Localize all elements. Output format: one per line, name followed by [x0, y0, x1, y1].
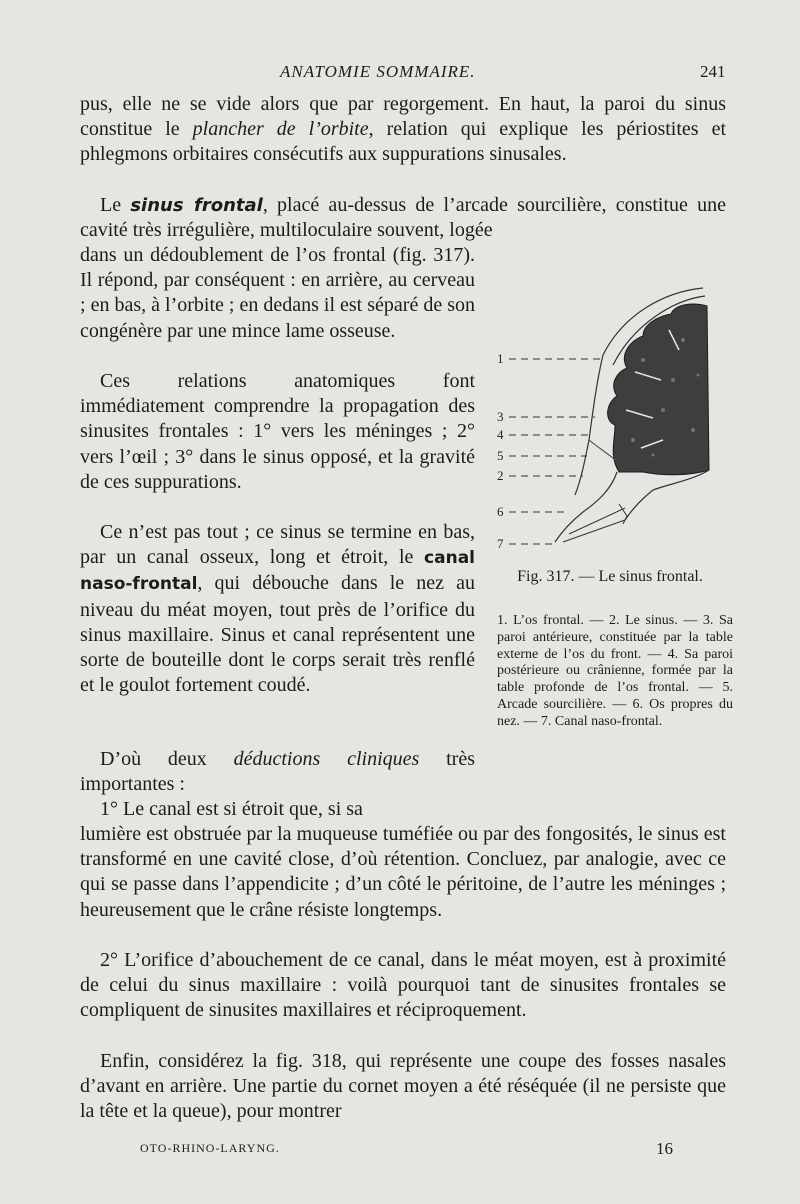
- footer-sheet-number: 16: [656, 1139, 673, 1158]
- fig-label-6: 6: [497, 504, 504, 519]
- figure-317-frontal-sinus: [493, 280, 733, 560]
- paragraph-4: Ce n’est pas tout ; ce sinus se termine en bas, par un canal osseux, long et étroit, le canal naso-frontal, qui débouche dans le nez au niveau du méat moyen, tout près de l’orifice du sinus maxillaire. Sinus et canal représentent une sorte de bouteille dont le corps serait très renflé et le goulot fortement coudé.: [80, 521, 475, 697]
- footer-signature: OTO-RHINO-LARYNG.: [140, 1141, 280, 1155]
- fig-label-2: 2: [497, 468, 504, 483]
- paragraph-5: D’où deux déductions cliniques très importantes :: [80, 748, 476, 796]
- paragraph-8: Enfin, considérez la fig. 318, qui représente une coupe des fosses nasales d’avant en arrière. Une partie du cornet moyen a été réséquée (il ne persiste que la tête et la queue), pour montrer: [80, 1050, 726, 1123]
- paragraph-1: pus, elle ne se vide alors que par regorgement. En haut, la paroi du sinus constitue le plancher de l’orbite, relation qui explique les périostites et phlegmons orbitaires consécutifs aux suppurations sinusales.: [80, 93, 726, 166]
- page-number: 241: [700, 62, 726, 81]
- running-title: ANATOMIE SOMMAIRE.: [280, 62, 476, 81]
- paragraph-3: Ces relations anatomiques font immédiatement comprendre la propagation des sinusites frontales : 1° vers les méninges ; 2° vers l’œil ; 3° dans le sinus opposé, et la gravité de ces suppurations.: [80, 370, 475, 493]
- paragraph-7: 2° L’orifice d’abouchement de ce canal, dans le méat moyen, est à proximité de celui du sinus maxillaire : voilà pourquoi tant de sinusites frontales se compliquent de sinusites maxillaires et réciproquement.: [80, 949, 726, 1022]
- term-canal-naso-frontal: canal naso-frontal: [80, 548, 475, 595]
- fig-label-3: 3: [497, 409, 504, 424]
- term-sinus-frontal: sinus frontal: [130, 195, 263, 216]
- paragraph-6-cont: lumière est obstruée par la muqueuse tuméfiée ou par des fongosités, le sinus est transformé en une cavité close, d’où rétention. Concluez, par analogie, avec ce qui se passe dans l’appendicite ; d’un côté le péritoine, de l’autre les méninges ; heureusement que le crâne résiste longtemps.: [80, 823, 726, 921]
- figure-legend: 1. L’os frontal. — 2. Le sinus. — 3. Sa paroi antérieure, constituée par la table externe de l’os du front. — 4. Sa paroi postérieure ou crânienne, formée par la table profonde de l’os frontal. — 5. Arcade sourcilière. — 6. Os propres du nez. — 7. Canal naso-frontal.: [497, 613, 733, 729]
- figure-caption-title: Fig. 317. — Le sinus frontal.: [517, 568, 703, 585]
- paragraph-6-start: 1° Le canal est si étroit que, si sa: [100, 798, 363, 820]
- fig-label-7: 7: [497, 536, 504, 551]
- paragraph-2-full: Le sinus frontal, placé au-dessus de l’arcade sourcilière, constitue une cavité très irrégulière, multiloculaire souvent, logée: [80, 194, 726, 242]
- fig-label-1: 1: [497, 351, 504, 366]
- fig-label-5: 5: [497, 448, 504, 463]
- paragraph-2-narrow: dans un dédoublement de l’os frontal (fig. 317). Il répond, par conséquent : en arrière, au cerveau ; en bas, à l’orbite ; en dedans il est séparé de son congénère par une mince lame osseuse.: [80, 244, 475, 342]
- fig-label-4: 4: [497, 427, 504, 442]
